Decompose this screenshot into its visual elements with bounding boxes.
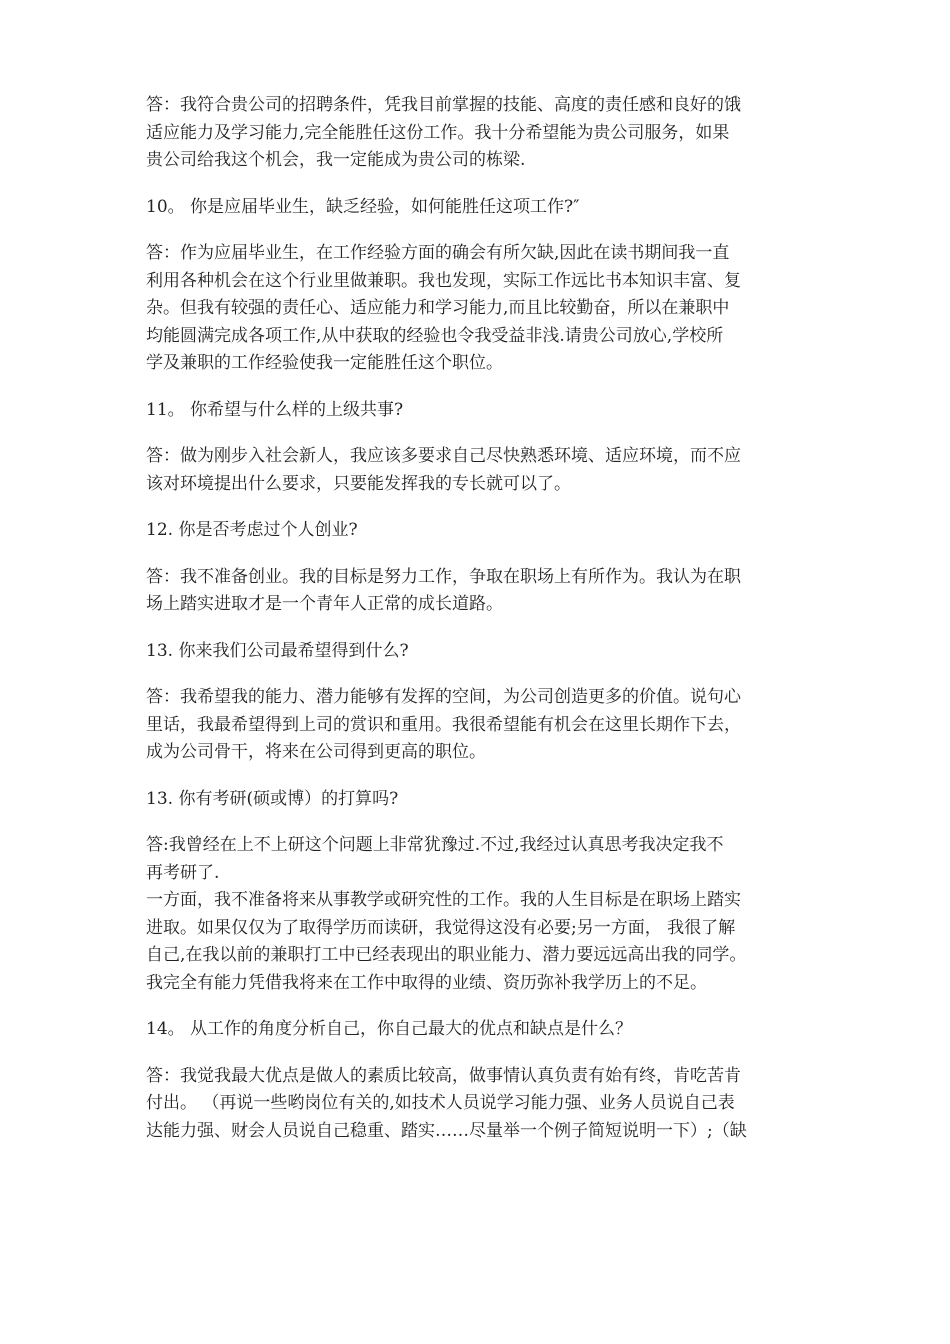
text-line: 答：作为应届毕业生，在工作经验方面的确会有所欠缺,因此在读书期间我一直 [146, 243, 730, 263]
answer-paragraph [146, 240, 814, 378]
text-line: 11。 你希望与什么样的上级共事? [146, 399, 404, 420]
text-line: 12. 你是否考虑过个人创业? [146, 520, 358, 540]
answer-paragraph [146, 443, 814, 498]
text-line: 答：我觉我最大优点是做人的素质比较高，做事情认真负责有始有终，肯吃苦肯 [146, 1065, 741, 1086]
text-line: 贵公司给我这个机会，我一定能成为贵公司的栋梁. [146, 150, 526, 170]
text-line: 答：我希望我的能力、潜力能够有发挥的空间，为公司创造更多的价值。说句心 [146, 687, 741, 707]
text-line: 该对环境提出什么要求，只要能发挥我的专长就可以了。 [146, 473, 571, 494]
text-line: 进取。如果仅仅为了取得学历而读研，我觉得这没有必要;另一方面， 我很了解 [146, 917, 736, 938]
answer-paragraph [146, 92, 814, 175]
text-line: 我完全有能力凭借我将来在工作中取得的业绩、资历弥补我学历上的不足。 [146, 972, 707, 993]
answer-paragraph [146, 832, 814, 997]
answer-paragraph [146, 564, 814, 619]
question-heading [146, 194, 814, 222]
text-line: 付出。 （再说一些哟岗位有关的,如技术人员说学习能力强、业务人员说自己表 [146, 1093, 735, 1113]
answer-paragraph [146, 684, 814, 767]
text-line: 答：我符合贵公司的招聘条件，凭我目前掌握的技能、高度的责任感和良好的饿 [146, 95, 741, 115]
text-line: 成为公司骨干，将来在公司得到更高的职位。 [146, 742, 486, 762]
question-heading [146, 638, 814, 666]
text-line: 利用各种机会在这个行业里做兼职。我也发现，实际工作远比书本知识丰富、复 [146, 270, 741, 291]
text-line: 杂。但我有较强的责任心、适应能力和学习能力,而且比较勤奋，所以在兼职中 [146, 298, 730, 318]
answer-paragraph [146, 1063, 814, 1146]
text-line: 10。 你是应届毕业生，缺乏经验，如何能胜任这项工作?″ [146, 196, 580, 217]
text-line: 适应能力及学习能力,完全能胜任这份工作。我十分希望能为贵公司服务，如果 [146, 122, 730, 143]
document-body [146, 92, 814, 1164]
text-line: 里话，我最希望得到上司的赏识和重用。我很希望能有机会在这里长期作下去， [146, 714, 741, 735]
question-heading [146, 517, 814, 545]
text-line: 14。 从工作的角度分析自己，你自己最大的优点和缺点是什么？ [146, 1019, 633, 1039]
text-line: 再考研了. [146, 862, 220, 883]
text-line: 答：我不准备创业。我的目标是努力工作，争取在职场上有所作为。我认为在职 [146, 566, 741, 587]
text-line: 均能圆满完成各项工作,从中获取的经验也令我受益非浅.请贵公司放心,学校所 [146, 325, 724, 346]
text-line: 一方面，我不准备将来从事教学或研究性的工作。我的人生目标是在职场上踏实 [146, 890, 741, 910]
text-line: 自己,在我以前的兼职打工中已经表现出的职业能力、潜力要远远高出我的同学。 [146, 945, 747, 965]
question-heading [146, 397, 814, 425]
text-line: 学及兼职的工作经验使我一定能胜任这个职位。 [146, 353, 503, 373]
question-heading [146, 786, 814, 814]
text-line: 13. 你有考研(硕或博）的打算吗? [146, 788, 399, 809]
text-line: 答：做为刚步入社会新人，我应该多要求自己尽快熟悉环境、适应环境，而不应 [146, 446, 741, 466]
text-line: 答:我曾经在上不上研这个问题上非常犹豫过.不过,我经过认真思考我决定我不 [146, 835, 724, 855]
text-line: 场上踏实进取才是一个青年人正常的成长道路。 [146, 594, 503, 614]
text-line: 13. 你来我们公司最希望得到什么? [146, 640, 409, 661]
question-heading [146, 1016, 814, 1044]
text-line: 达能力强、财会人员说自己稳重、踏实……尽量举一个例子简短说明一下）;（缺 [146, 1120, 747, 1141]
